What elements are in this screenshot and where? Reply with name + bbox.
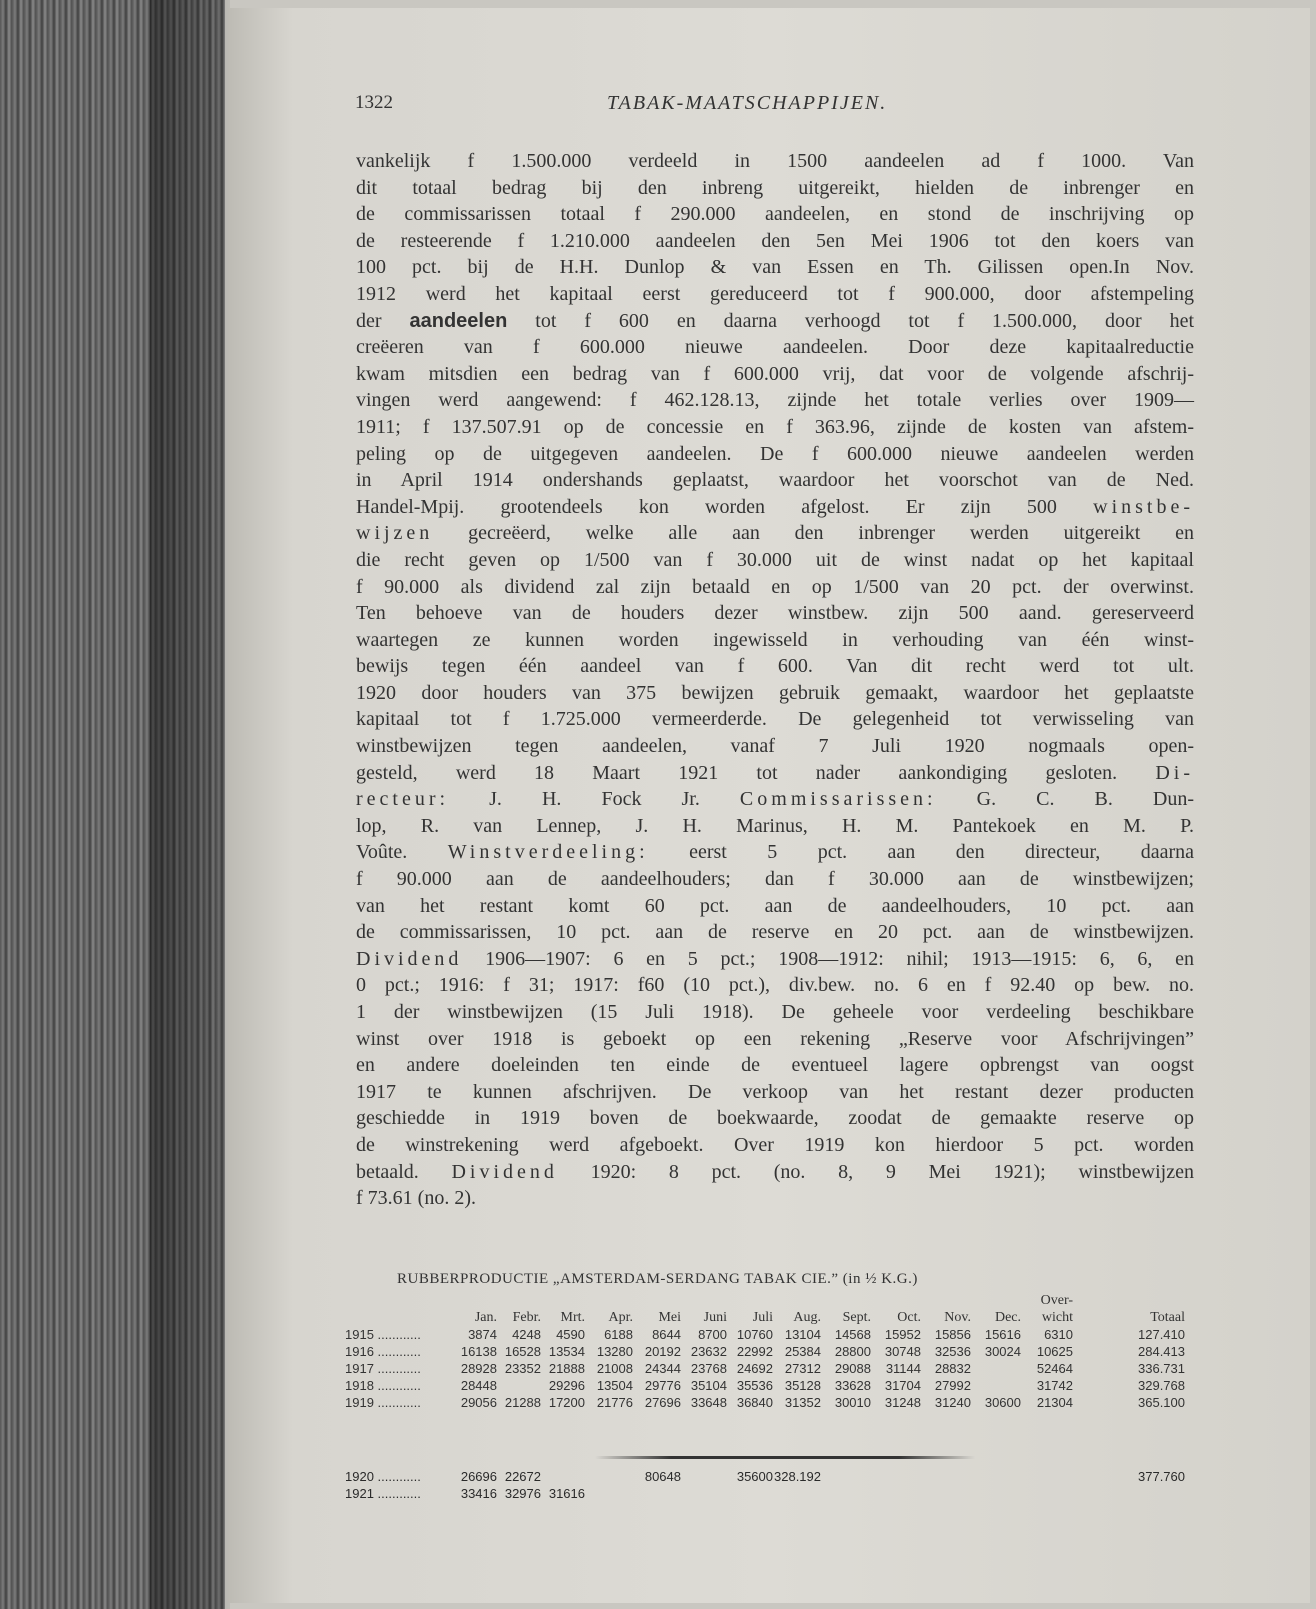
year-cell: 1919 ............ <box>345 1395 421 1410</box>
spine-shadow <box>150 0 230 1609</box>
text-line <box>356 946 1194 973</box>
text-line: lop, R. van Lennep, J. H. Marinus, H. M. Pantekoek en M. P. <box>356 814 1194 837</box>
year-cell: 1918 ............ <box>345 1378 421 1393</box>
value-cell: 13534 <box>548 1344 585 1359</box>
text-segment: eerst 5 pct. aan den directeur, daarna <box>689 841 1194 864</box>
value-cell: 28448 <box>460 1378 497 1393</box>
text-line: kwam mitsdien een bedrag van f 600.000 vrij, dat voor de volgende afschrij- <box>356 362 1194 385</box>
value-cell: 31742 <box>1036 1378 1073 1393</box>
value-cell: 284.413 <box>1138 1344 1185 1359</box>
column-header: Mei <box>658 1310 681 1325</box>
value-cell: 16138 <box>460 1344 497 1359</box>
value-cell: 21008 <box>596 1361 633 1376</box>
value-cell: 52464 <box>1036 1361 1073 1376</box>
text-line: waartegen ze kunnen worden ingewisseld in verhouding van één winst- <box>356 628 1194 651</box>
text-segment: gesteld, werd 18 Maart 1921 tot nader aankondiging gesloten. <box>356 761 1118 784</box>
text-line: de commissarissen, 10 pct. aan de reserve en 20 pct. aan de winstbewijzen. <box>356 921 1194 944</box>
text-line: vankelijk f 1.500.000 verdeeld in 1500 aandeelen ad f 1000. Van <box>356 150 1194 172</box>
value-cell: 23768 <box>690 1361 727 1376</box>
text-segment: G. C. B. Dun- <box>976 788 1195 811</box>
value-cell: 10625 <box>1036 1344 1073 1359</box>
page-number: 1322 <box>355 92 393 113</box>
value-cell <box>633 1485 681 1502</box>
table-row <box>345 1485 1185 1502</box>
spaced-word: winstbe- <box>1093 495 1195 518</box>
empty-header-cell <box>1073 1292 1185 1309</box>
column-header: Jan. <box>474 1310 497 1325</box>
text-line: in April 1914 ondershands geplaatst, waardoor het voorschot van de Ned. <box>356 469 1194 492</box>
value-cell <box>821 1468 871 1485</box>
value-cell: 8700 <box>698 1327 727 1342</box>
value-cell <box>871 1468 921 1485</box>
column-header: Mrt. <box>560 1310 585 1325</box>
value-cell: 377.760 <box>1138 1469 1185 1484</box>
value-cell <box>971 1468 1021 1485</box>
value-cell: 27696 <box>644 1395 681 1410</box>
text-line: van het restant komt 60 pct. aan de aandeelhouders, 10 pct. aan <box>356 894 1194 917</box>
value-cell: 15856 <box>934 1327 971 1342</box>
text-line <box>356 760 1194 787</box>
value-cell: 4590 <box>556 1327 585 1342</box>
table-row <box>345 1343 1185 1360</box>
value-cell: 26696 <box>460 1469 497 1484</box>
text-segment: Handel-Mpij. grootendeels kon worden afgelost. Er zijn 500 <box>356 495 1057 518</box>
value-cell: 30010 <box>834 1395 871 1410</box>
text-line: peling op de uitgegeven aandeelen. De f 600.000 nieuwe aandeelen werden <box>356 442 1194 465</box>
text-segment: tot f 600 en daarna verhoogd tot f 1.500.000, door het <box>535 309 1195 332</box>
value-cell: 20192 <box>644 1344 681 1359</box>
value-cell: 329.768 <box>1138 1378 1185 1393</box>
table-row <box>345 1326 1185 1343</box>
value-cell: 6310 <box>1044 1327 1073 1342</box>
value-cell <box>773 1485 821 1502</box>
column-header: Nov. <box>944 1310 971 1325</box>
value-cell <box>681 1468 727 1485</box>
year-cell: 1917 ............ <box>345 1361 421 1376</box>
column-header: Totaal <box>1150 1310 1185 1325</box>
table-body <box>345 1326 1185 1411</box>
text-line: de resteerende f 1.210.000 aandeelen den 5en Mei 1906 tot den koers van <box>356 229 1194 252</box>
value-cell: 28800 <box>834 1344 871 1359</box>
value-cell: 22992 <box>736 1344 773 1359</box>
value-cell: 21304 <box>1036 1395 1073 1410</box>
table-title: RUBBERPRODUCTIE „AMSTERDAM-SERDANG TABAK CIE.” (in ½ K.G.) <box>397 1271 918 1287</box>
value-cell: 6188 <box>604 1327 633 1342</box>
value-cell: 3874 <box>468 1327 497 1342</box>
production-table-wrap <box>345 1292 1185 1411</box>
column-header: Dec. <box>994 1310 1021 1325</box>
value-cell: 31616 <box>548 1486 585 1501</box>
value-cell: 13104 <box>784 1327 821 1342</box>
value-cell: 33628 <box>834 1378 871 1393</box>
value-cell <box>971 1360 1021 1377</box>
value-cell <box>727 1485 773 1502</box>
text-line: 1 der winstbewijzen (15 Juli 1918). De geheele voor verdeeling beschikbare <box>356 1001 1194 1023</box>
column-header: Juli <box>752 1310 773 1325</box>
year-cell: 1921 ............ <box>345 1486 421 1501</box>
text-line: de commissarissen totaal f 290.000 aandeelen, en stond de inschrijving op <box>356 203 1194 226</box>
value-cell: 30600 <box>984 1395 1021 1410</box>
column-header: Sept. <box>842 1310 871 1325</box>
value-cell: 127.410 <box>1138 1327 1185 1342</box>
value-cell: 21288 <box>504 1395 541 1410</box>
value-cell: 22672 <box>504 1469 541 1484</box>
value-cell <box>681 1485 727 1502</box>
value-cell: 24692 <box>736 1361 773 1376</box>
text-line: f 73.61 (no. 2). <box>356 1187 476 1210</box>
value-cell: 21888 <box>548 1361 585 1376</box>
text-line: f 90.000 aan de aandeelhouders; dan f 30.000 aan de winstbewijzen; <box>356 868 1194 891</box>
value-cell <box>921 1468 971 1485</box>
value-cell: 23632 <box>690 1344 727 1359</box>
value-cell <box>1073 1485 1185 1502</box>
text-segment: betaald. <box>356 1160 419 1183</box>
value-cell <box>871 1485 921 1502</box>
header-row <box>345 1309 1185 1326</box>
text-line: 1920 door houders van 375 bewijzen gebruik gemaakt, waardoor het geplaatste <box>356 681 1194 704</box>
value-cell: 27312 <box>784 1361 821 1376</box>
value-cell <box>971 1485 1021 1502</box>
spaced-word: Dividend <box>451 1160 558 1183</box>
value-cell: 80648 <box>644 1469 681 1484</box>
text-segment: Voûte. <box>356 841 408 864</box>
value-cell: 33648 <box>690 1395 727 1410</box>
value-cell: 17200 <box>548 1395 585 1410</box>
year-cell: 1920 ............ <box>345 1469 421 1484</box>
value-cell: 29056 <box>460 1395 497 1410</box>
value-cell: 31352 <box>784 1395 821 1410</box>
text-line: winst over 1918 is geboekt op een rekening „Reserve voor Afschrijvingen” <box>356 1027 1194 1050</box>
text-line <box>356 839 1194 866</box>
value-cell: 36840 <box>736 1395 773 1410</box>
value-cell: 13280 <box>596 1344 633 1359</box>
table-body-2 <box>345 1468 1185 1502</box>
text-line: geschiedde in 1919 boven de boekwaarde, zoodat de gemaakte reserve op <box>356 1107 1194 1130</box>
text-segment: gecreëerd, welke alle aan den inbrenger werden uitgereikt en <box>468 522 1194 545</box>
der-word: der <box>356 309 382 332</box>
spaced-word: Winstverdeeling: <box>447 841 649 864</box>
text-line: bewijs tegen één aandeel van f 600. Van dit recht werd tot ult. <box>356 655 1194 678</box>
value-cell <box>585 1485 633 1502</box>
value-cell: 30024 <box>984 1344 1021 1359</box>
value-cell: 28928 <box>460 1361 497 1376</box>
text-line <box>356 520 1194 547</box>
value-cell: 21776 <box>596 1395 633 1410</box>
page-header <box>355 92 1155 126</box>
value-cell: 31144 <box>885 1361 921 1376</box>
text-line: 100 pct. bij de H.H. Dunlop & van Essen en Th. Gilissen open.In Nov. <box>356 256 1194 279</box>
text-line: winstbewijzen tegen aandeelen, vanaf 7 Juli 1920 nogmaals open- <box>356 735 1194 758</box>
column-header: Apr. <box>608 1310 633 1325</box>
value-cell: 15616 <box>984 1327 1021 1342</box>
table-row <box>345 1468 1185 1485</box>
value-cell: 29088 <box>834 1361 871 1376</box>
text-segment: J. H. Fock Jr. <box>489 788 700 811</box>
value-cell: 365.100 <box>1138 1395 1185 1410</box>
value-cell: 35536 <box>736 1378 773 1393</box>
spaced-word: Dividend <box>356 947 463 970</box>
value-cell: 15952 <box>884 1327 921 1342</box>
value-cell: 23352 <box>504 1361 541 1376</box>
text-line: creëeren van f 600.000 nieuwe aandeelen. Door deze kapitaalreductie <box>356 336 1194 359</box>
value-cell: 27992 <box>934 1378 971 1393</box>
value-cell: 14568 <box>834 1327 871 1342</box>
text-line: Ten behoeve van de houders dezer winstbew. zijn 500 aand. gereserveerd <box>356 602 1194 625</box>
text-line: 1917 te kunnen afschrijven. De verkoop van het restant dezer producten <box>356 1080 1194 1103</box>
value-cell: 31704 <box>884 1378 921 1393</box>
value-cell <box>585 1468 633 1485</box>
value-cell: 31248 <box>884 1395 921 1410</box>
text-line: en andere doeleinden ten einde de eventueel lagere opbrengst van oogst <box>356 1054 1194 1077</box>
value-cell: 16528 <box>504 1344 541 1359</box>
production-table <box>345 1292 1185 1411</box>
table-row <box>345 1377 1185 1394</box>
value-cell: 328.192 <box>774 1469 821 1484</box>
text-line: dit totaal bedrag bij den inbreng uitgereikt, hielden de inbrenger en <box>356 176 1194 199</box>
table-row <box>345 1360 1185 1377</box>
column-header: Febr. <box>512 1310 541 1325</box>
value-cell <box>1021 1485 1073 1502</box>
value-cell: 30748 <box>884 1344 921 1359</box>
value-cell: 29776 <box>644 1378 681 1393</box>
overwicht-top: Over- <box>1040 1293 1073 1308</box>
text-line: die recht geven op 1/500 van f 30.000 uit de winst nadat op het kapitaal <box>356 548 1194 571</box>
column-header: wicht <box>1041 1310 1073 1325</box>
text-line: 1912 werd het kapitaal eerst gereduceerd tot f 900.000, door afstempeling <box>356 282 1194 305</box>
value-cell: 32536 <box>934 1344 971 1359</box>
spaced-word: wijzen <box>356 522 434 545</box>
text-line: de winstrekening werd afgeboekt. Over 1919 kon hierdoor 5 pct. worden <box>356 1133 1194 1156</box>
value-cell: 4248 <box>512 1327 541 1342</box>
value-cell <box>921 1485 971 1502</box>
production-table-2 <box>345 1468 1185 1502</box>
column-header <box>345 1309 453 1326</box>
value-cell <box>821 1485 871 1502</box>
spaced-word: recteur: <box>356 788 450 811</box>
value-cell: 32976 <box>504 1486 541 1501</box>
text-line: vingen werd aangewend: f 462.128.13, zijnde het totale verlies over 1909— <box>356 389 1194 412</box>
text-segment: 1920: 8 pct. (no. 8, 9 Mei 1921); winstbewijzen <box>590 1160 1194 1183</box>
value-cell: 25384 <box>784 1344 821 1359</box>
value-cell: 29296 <box>548 1378 585 1393</box>
table-divider <box>595 1456 975 1459</box>
text-line <box>356 786 1194 813</box>
column-header: Juni <box>703 1310 727 1325</box>
spaced-word: Commissarissen: <box>739 788 937 811</box>
text-line: kapitaal tot f 1.725.000 vermeerderde. De gelegenheid tot verwisseling van <box>356 708 1194 731</box>
value-cell <box>497 1377 541 1394</box>
value-cell: 35600 <box>736 1469 773 1484</box>
overwicht-row <box>345 1292 1185 1309</box>
value-cell <box>1021 1468 1073 1485</box>
column-header: Aug. <box>793 1310 821 1325</box>
text-segment: 1906—1907: 6 en 5 pct.; 1908—1912: nihil; 1913—1915: 6, 6, en <box>485 947 1195 970</box>
value-cell: 24344 <box>644 1361 681 1376</box>
value-cell: 35128 <box>784 1378 821 1393</box>
column-header: Oct. <box>897 1310 921 1325</box>
body-text <box>356 148 1194 1212</box>
value-cell <box>541 1468 585 1485</box>
value-cell: 13504 <box>596 1378 633 1393</box>
year-cell: 1915 ............ <box>345 1327 421 1342</box>
value-cell: 33416 <box>460 1486 497 1501</box>
value-cell: 31240 <box>934 1395 971 1410</box>
running-title: TABAK-MAATSCHAPPIJEN. <box>607 92 888 114</box>
year-cell: 1916 ............ <box>345 1344 421 1359</box>
table-row <box>345 1394 1185 1411</box>
text-line-with-bold <box>356 308 1194 335</box>
text-line <box>356 1159 1194 1186</box>
value-cell: 8644 <box>652 1327 681 1342</box>
value-cell: 28832 <box>934 1361 971 1376</box>
value-cell <box>971 1377 1021 1394</box>
value-cell: 336.731 <box>1138 1361 1185 1376</box>
value-cell: 35104 <box>690 1378 727 1393</box>
spaced-word: Di- <box>1155 761 1195 784</box>
text-line: 0 pct.; 1916: f 31; 1917: f60 (10 pct.), div.bew. no. 6 en f 92.40 op bew. no. <box>356 974 1194 997</box>
text-line: f 90.000 als dividend zal zijn betaald en op 1/500 van 20 pct. der overwinst. <box>356 575 1194 598</box>
text-line <box>356 494 1194 521</box>
text-line: 1911; f 137.507.91 op de concessie en f 363.96, zijnde de kosten van afstem- <box>356 415 1194 438</box>
bold-word: aandeelen <box>409 309 508 332</box>
value-cell: 10760 <box>736 1327 773 1342</box>
production-table-2-wrap <box>345 1468 1185 1502</box>
